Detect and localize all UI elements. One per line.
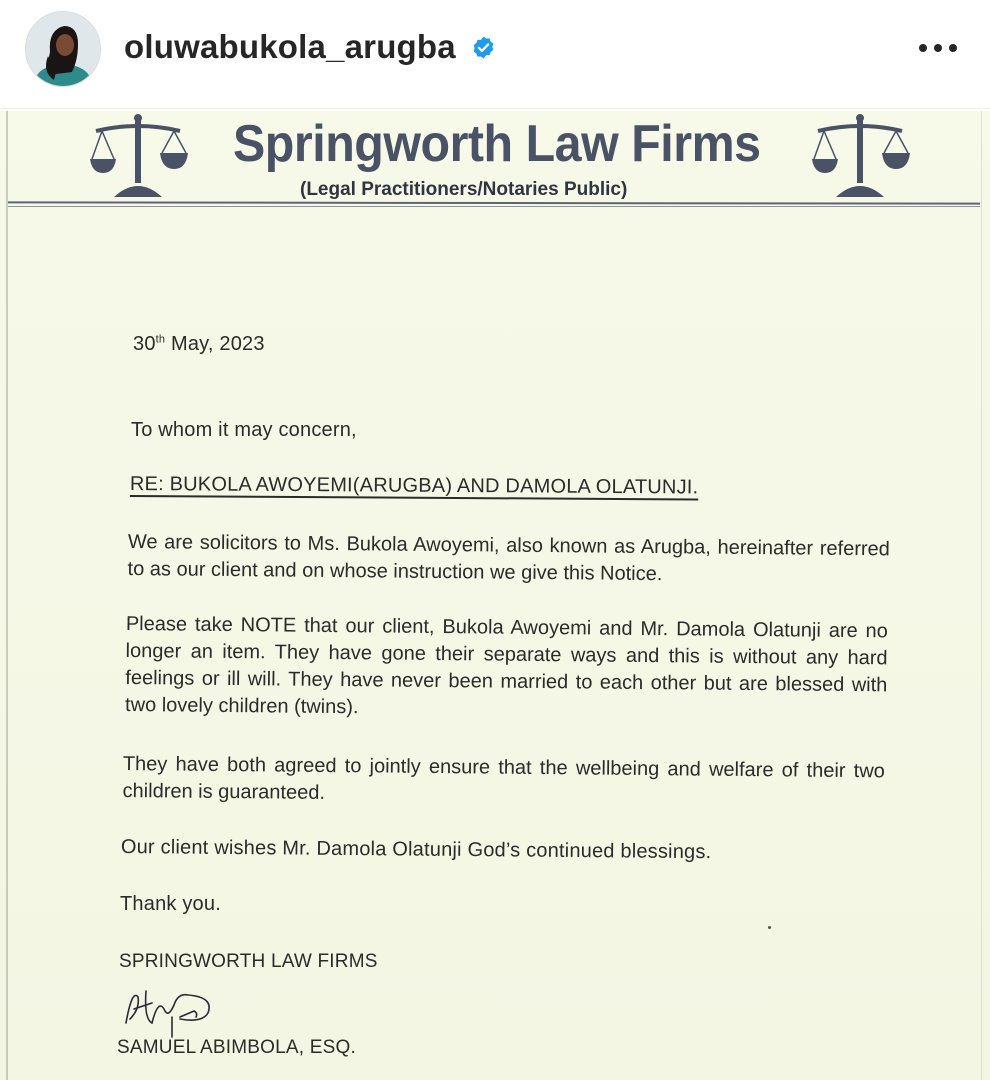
paragraph-3: They have both agreed to jointly ensure that the wellbeing and welfare of their two children is guaranteed. [122, 752, 885, 804]
scales-of-justice-icon [88, 113, 188, 201]
letterhead-rule [8, 201, 980, 204]
letterhead-rule [8, 206, 980, 207]
letter-date [133, 333, 265, 356]
subject-line: RE: BUKOLA AWOYEMI(ARUGBA) AND DAMOLA OLATUNJI. [129, 473, 699, 499]
date-suffix: th [155, 333, 166, 346]
scan-speck [768, 926, 771, 929]
handwritten-signature [118, 979, 228, 1039]
post-username[interactable]: oluwabukola_arugba [124, 28, 456, 65]
paragraph-1: We are solicitors to Ms. Bukola Awoyemi, also known as Arugba, hereinafter referred to as our client and on whose instruction we give this Notice. [127, 530, 890, 586]
signatory-name: SAMUEL ABIMBOLA, ESQ. [117, 1037, 356, 1058]
salutation: To whom it may concern, [131, 419, 357, 441]
paragraph-2: Please take NOTE that our client, Bukola Awoyemi and Mr. Damola Olatunji are no longer an item. They have gone their separate ways and this is without any hard feelings or ill will. They have never been married to each other but are blessed with two lovely children (twins). [124, 612, 888, 719]
avatar-photo [26, 12, 100, 86]
header-divider [0, 108, 990, 109]
date-day: 30 [133, 333, 156, 355]
profile-avatar[interactable] [25, 11, 101, 87]
date-rest: May, 2023 [165, 333, 265, 355]
post-header [0, 0, 990, 108]
firm-name: Springworth Law Firms [233, 115, 761, 173]
verified-badge-icon [471, 35, 496, 60]
firm-subtitle: (Legal Practitioners/Notaries Public) [300, 179, 628, 200]
closing-wish: Our client wishes Mr. Damola Olatunji God’s continued blessings. [120, 836, 712, 864]
firm-signoff: SPRINGWORTH LAW FIRMS [119, 951, 378, 972]
paper-edge [981, 111, 982, 1080]
scales-of-justice-icon [810, 113, 910, 201]
paper-edge [6, 111, 8, 1080]
letter-image [0, 111, 990, 1080]
more-options-icon[interactable] [917, 38, 959, 58]
thank-you: Thank you. [120, 893, 221, 915]
